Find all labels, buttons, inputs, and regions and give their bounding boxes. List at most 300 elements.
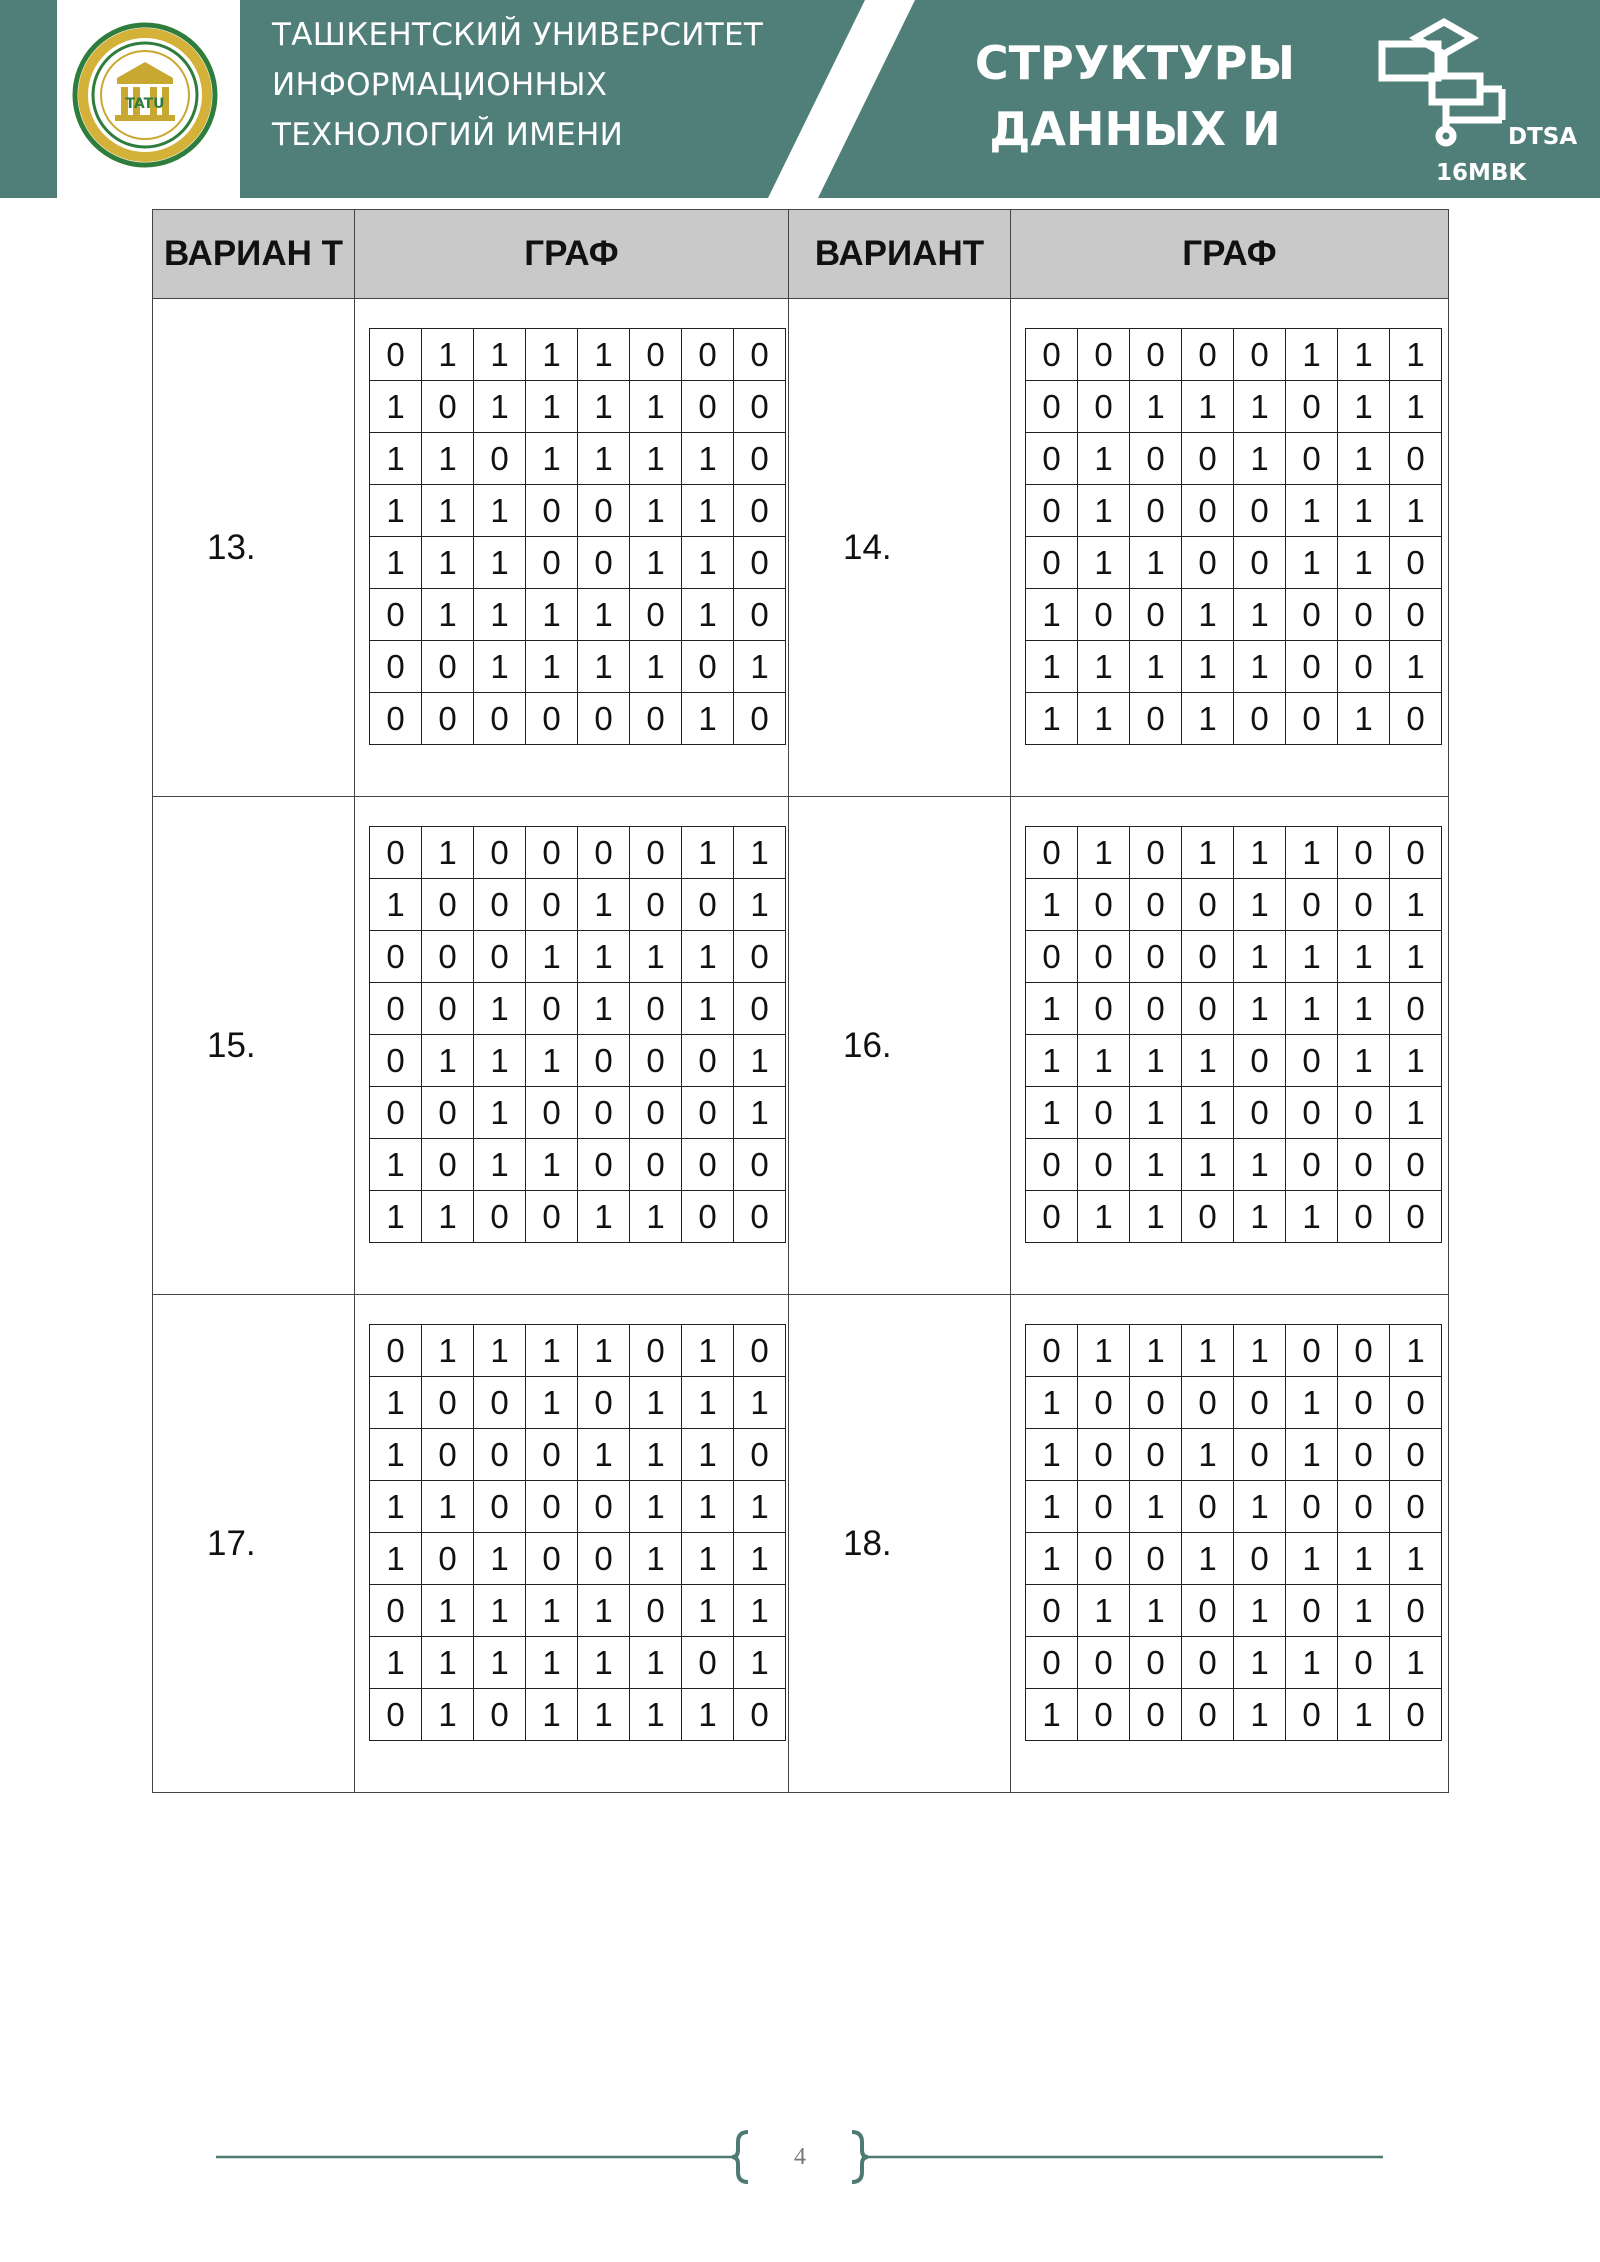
matrix-cell: 1 [422, 329, 474, 381]
matrix-row [370, 827, 786, 879]
adjacency-matrix [1025, 328, 1442, 745]
matrix-cell: 0 [474, 1689, 526, 1741]
matrix-cell: 1 [1078, 1035, 1130, 1087]
matrix-cell: 0 [474, 1481, 526, 1533]
matrix-cell: 0 [422, 983, 474, 1035]
matrix-cell: 1 [578, 641, 630, 693]
matrix-cell: 1 [682, 1585, 734, 1637]
matrix-cell: 0 [526, 879, 578, 931]
matrix-cell: 1 [1234, 1191, 1286, 1243]
matrix-row [370, 1585, 786, 1637]
matrix-cell: 1 [422, 1325, 474, 1377]
matrix-cell: 1 [1182, 381, 1234, 433]
matrix-cell: 0 [734, 329, 786, 381]
matrix-cell: 1 [1286, 329, 1338, 381]
matrix-cell: 0 [1078, 1689, 1130, 1741]
adjacency-matrix [1025, 826, 1442, 1243]
matrix-row [1026, 931, 1442, 983]
matrix-cell: 0 [1026, 1637, 1078, 1689]
matrix-row [1026, 1533, 1442, 1585]
matrix-row [1026, 1139, 1442, 1191]
matrix-cell: 1 [1286, 485, 1338, 537]
matrix-row [370, 641, 786, 693]
matrix-cell: 0 [578, 1481, 630, 1533]
matrix-cell: 0 [682, 381, 734, 433]
page-footer [0, 2120, 1600, 2200]
matrix-cell: 0 [526, 537, 578, 589]
matrix-row [370, 1689, 786, 1741]
matrix-cell: 0 [1234, 1377, 1286, 1429]
matrix-cell: 1 [1338, 693, 1390, 745]
matrix-cell: 0 [526, 983, 578, 1035]
matrix-cell: 1 [526, 931, 578, 983]
university-name [272, 10, 792, 160]
matrix-cell: 0 [1026, 1191, 1078, 1243]
matrix-cell: 0 [734, 537, 786, 589]
matrix-cell: 1 [1338, 381, 1390, 433]
matrix-cell: 1 [1338, 433, 1390, 485]
matrix-cell: 0 [1286, 1087, 1338, 1139]
matrix-cell: 1 [1026, 1377, 1078, 1429]
matrix-cell: 0 [1234, 485, 1286, 537]
matrix-cell: 1 [1286, 537, 1338, 589]
matrix-cell: 1 [422, 1035, 474, 1087]
matrix-cell: 1 [578, 329, 630, 381]
matrix-cell: 1 [370, 433, 422, 485]
table-header-row [153, 210, 1449, 299]
matrix-cell: 1 [1182, 589, 1234, 641]
matrix-row [1026, 879, 1442, 931]
matrix-cell: 1 [578, 983, 630, 1035]
matrix-cell: 0 [734, 983, 786, 1035]
matrix-row [370, 329, 786, 381]
matrix-cell: 0 [1286, 641, 1338, 693]
matrix-cell: 1 [1026, 641, 1078, 693]
matrix-cell: 0 [1182, 1191, 1234, 1243]
matrix-cell: 1 [630, 1689, 682, 1741]
matrix-cell: 0 [1182, 1585, 1234, 1637]
matrix-cell: 1 [526, 1689, 578, 1741]
matrix-cell: 0 [1182, 931, 1234, 983]
table-row [153, 797, 1449, 1295]
matrix-row [1026, 693, 1442, 745]
page-number: 4 [794, 2144, 806, 2170]
matrix-cell: 1 [526, 1325, 578, 1377]
matrix-cell: 1 [630, 381, 682, 433]
matrix-cell: 1 [682, 931, 734, 983]
matrix-cell: 0 [1234, 537, 1286, 589]
matrix-row [1026, 827, 1442, 879]
matrix-cell: 0 [1338, 1637, 1390, 1689]
matrix-cell: 0 [1390, 1429, 1442, 1481]
matrix-cell: 1 [734, 1533, 786, 1585]
matrix-cell: 1 [474, 1035, 526, 1087]
matrix-cell: 0 [1078, 329, 1130, 381]
matrix-cell: 0 [370, 931, 422, 983]
matrix-cell: 0 [370, 641, 422, 693]
matrix-cell: 1 [630, 641, 682, 693]
matrix-cell: 0 [526, 485, 578, 537]
matrix-cell: 0 [1286, 1139, 1338, 1191]
matrix-cell: 1 [422, 1585, 474, 1637]
matrix-cell: 0 [1338, 1139, 1390, 1191]
matrix-cell: 0 [1234, 1087, 1286, 1139]
matrix-row [1026, 1429, 1442, 1481]
matrix-cell: 0 [370, 1035, 422, 1087]
matrix-cell: 1 [630, 433, 682, 485]
matrix-cell: 0 [1390, 1481, 1442, 1533]
matrix-cell: 0 [370, 827, 422, 879]
matrix-row [1026, 983, 1442, 1035]
matrix-cell: 0 [1286, 693, 1338, 745]
course-code-a: DTSA [1508, 124, 1578, 150]
variant-number-right: 16. [789, 797, 1011, 1295]
matrix-cell: 0 [474, 1429, 526, 1481]
variant-number-right: 18. [789, 1295, 1011, 1793]
matrix-cell: 0 [1182, 1637, 1234, 1689]
matrix-cell: 1 [1338, 537, 1390, 589]
matrix-cell: 0 [1026, 827, 1078, 879]
matrix-cell: 1 [682, 693, 734, 745]
matrix-cell: 0 [526, 827, 578, 879]
table-row [153, 1295, 1449, 1793]
matrix-cell: 1 [474, 983, 526, 1035]
matrix-cell: 0 [526, 1481, 578, 1533]
matrix-cell: 0 [682, 641, 734, 693]
matrix-cell: 0 [734, 1429, 786, 1481]
matrix-cell: 0 [1338, 1087, 1390, 1139]
matrix-cell: 1 [578, 1689, 630, 1741]
matrix-cell: 1 [370, 381, 422, 433]
variants-table [152, 209, 1449, 1793]
matrix-cell: 0 [422, 1533, 474, 1585]
matrix-cell: 1 [1182, 1087, 1234, 1139]
matrix-cell: 1 [1338, 1585, 1390, 1637]
matrix-cell: 0 [474, 693, 526, 745]
matrix-cell: 0 [1182, 537, 1234, 589]
matrix-row [370, 1429, 786, 1481]
matrix-cell: 0 [1026, 537, 1078, 589]
matrix-cell: 0 [1286, 1481, 1338, 1533]
matrix-cell: 0 [1390, 433, 1442, 485]
matrix-cell: 0 [1338, 1325, 1390, 1377]
matrix-cell: 1 [370, 1481, 422, 1533]
matrix-row [1026, 1481, 1442, 1533]
matrix-cell: 1 [1338, 485, 1390, 537]
matrix-cell: 0 [1286, 1689, 1338, 1741]
matrix-cell: 1 [526, 329, 578, 381]
matrix-cell: 0 [370, 1689, 422, 1741]
matrix-cell: 0 [370, 1325, 422, 1377]
matrix-cell: 0 [1286, 1325, 1338, 1377]
matrix-cell: 0 [1182, 1689, 1234, 1741]
matrix-cell: 1 [422, 1481, 474, 1533]
matrix-cell: 0 [1130, 827, 1182, 879]
matrix-cell: 0 [526, 1429, 578, 1481]
matrix-cell: 0 [1130, 983, 1182, 1035]
matrix-row [370, 1087, 786, 1139]
variant-number-left: 15. [153, 797, 355, 1295]
matrix-cell: 1 [1234, 381, 1286, 433]
matrix-cell: 1 [682, 827, 734, 879]
matrix-row [370, 433, 786, 485]
matrix-cell: 1 [1234, 1325, 1286, 1377]
matrix-cell: 1 [630, 1429, 682, 1481]
matrix-cell: 1 [682, 1377, 734, 1429]
matrix-cell: 0 [1026, 931, 1078, 983]
matrix-cell: 0 [370, 983, 422, 1035]
matrix-cell: 0 [1234, 329, 1286, 381]
matrix-cell: 1 [474, 537, 526, 589]
matrix-cell: 0 [1182, 329, 1234, 381]
matrix-cell: 0 [474, 827, 526, 879]
matrix-cell: 1 [1130, 641, 1182, 693]
matrix-cell: 0 [1182, 1377, 1234, 1429]
matrix-cell: 1 [1130, 1191, 1182, 1243]
header-band [0, 0, 1600, 198]
matrix-cell: 1 [1026, 589, 1078, 641]
matrix-cell: 1 [578, 381, 630, 433]
matrix-cell: 0 [630, 589, 682, 641]
matrix-cell: 1 [1130, 537, 1182, 589]
matrix-cell: 1 [1390, 381, 1442, 433]
matrix-cell: 0 [1130, 1689, 1182, 1741]
matrix-cell: 0 [1078, 1637, 1130, 1689]
matrix-cell: 0 [1390, 827, 1442, 879]
matrix-cell: 0 [1130, 589, 1182, 641]
matrix-cell: 1 [370, 1533, 422, 1585]
matrix-cell: 1 [1026, 1087, 1078, 1139]
matrix-cell: 0 [526, 1191, 578, 1243]
matrix-cell: 1 [1390, 1325, 1442, 1377]
matrix-row [370, 693, 786, 745]
matrix-cell: 1 [734, 1481, 786, 1533]
matrix-cell: 0 [1286, 589, 1338, 641]
matrix-cell: 1 [630, 537, 682, 589]
matrix-cell: 0 [474, 879, 526, 931]
matrix-cell: 0 [1338, 827, 1390, 879]
matrix-cell: 0 [1338, 589, 1390, 641]
matrix-cell: 0 [1130, 1377, 1182, 1429]
matrix-cell: 0 [1078, 1377, 1130, 1429]
matrix-row [370, 485, 786, 537]
matrix-cell: 1 [370, 879, 422, 931]
graph-cell-right [1011, 299, 1449, 797]
matrix-cell: 1 [370, 1191, 422, 1243]
matrix-cell: 0 [630, 983, 682, 1035]
matrix-cell: 1 [422, 537, 474, 589]
matrix-cell: 1 [734, 1637, 786, 1689]
adjacency-matrix [369, 826, 786, 1243]
matrix-cell: 0 [422, 1377, 474, 1429]
matrix-cell: 0 [734, 1325, 786, 1377]
matrix-cell: 1 [578, 1637, 630, 1689]
matrix-row [1026, 1637, 1442, 1689]
matrix-row [370, 1191, 786, 1243]
matrix-cell: 0 [1286, 1585, 1338, 1637]
matrix-cell: 0 [1182, 879, 1234, 931]
matrix-cell: 0 [1078, 1087, 1130, 1139]
variant-number-left: 17. [153, 1295, 355, 1793]
matrix-row [1026, 641, 1442, 693]
graph-cell-left [355, 797, 789, 1295]
matrix-cell: 1 [734, 641, 786, 693]
matrix-cell: 0 [682, 1191, 734, 1243]
matrix-cell: 0 [1078, 1533, 1130, 1585]
matrix-cell: 0 [578, 537, 630, 589]
matrix-row [1026, 329, 1442, 381]
adjacency-matrix [369, 1324, 786, 1741]
course-code-b: 16MBK [1436, 160, 1527, 186]
matrix-row [370, 1139, 786, 1191]
matrix-cell: 0 [370, 1087, 422, 1139]
matrix-cell: 1 [578, 1191, 630, 1243]
matrix-cell: 1 [630, 1533, 682, 1585]
matrix-cell: 1 [526, 1377, 578, 1429]
matrix-row [370, 1481, 786, 1533]
matrix-cell: 1 [1390, 329, 1442, 381]
matrix-cell: 1 [1234, 1139, 1286, 1191]
matrix-cell: 1 [1234, 1481, 1286, 1533]
matrix-cell: 1 [1078, 693, 1130, 745]
matrix-cell: 1 [734, 1087, 786, 1139]
course-title [960, 30, 1310, 162]
matrix-cell: 0 [1390, 693, 1442, 745]
matrix-cell: 1 [1234, 1585, 1286, 1637]
matrix-cell: 0 [1026, 1139, 1078, 1191]
matrix-cell: 0 [630, 879, 682, 931]
matrix-cell: 1 [1182, 1533, 1234, 1585]
matrix-cell: 1 [1234, 1637, 1286, 1689]
matrix-cell: 0 [422, 1429, 474, 1481]
matrix-cell: 0 [1234, 1533, 1286, 1585]
matrix-cell: 1 [578, 879, 630, 931]
matrix-cell: 0 [1234, 693, 1286, 745]
matrix-cell: 1 [1182, 1429, 1234, 1481]
matrix-cell: 0 [578, 827, 630, 879]
matrix-cell: 1 [1390, 1035, 1442, 1087]
matrix-cell: 0 [370, 589, 422, 641]
matrix-cell: 1 [1390, 1087, 1442, 1139]
matrix-cell: 0 [1390, 1191, 1442, 1243]
matrix-cell: 1 [1390, 879, 1442, 931]
matrix-cell: 1 [1390, 1637, 1442, 1689]
matrix-cell: 1 [1286, 1191, 1338, 1243]
matrix-cell: 1 [1234, 879, 1286, 931]
matrix-cell: 1 [474, 1087, 526, 1139]
matrix-cell: 1 [1286, 1429, 1338, 1481]
matrix-cell: 1 [1286, 827, 1338, 879]
matrix-row [1026, 381, 1442, 433]
matrix-cell: 1 [474, 589, 526, 641]
header-variant-left: ВАРИАН Т [153, 210, 355, 299]
university-name-line-1: ТАШКЕНТСКИЙ УНИВЕРСИТЕТ [272, 17, 764, 53]
matrix-cell: 1 [1182, 693, 1234, 745]
matrix-row [1026, 1035, 1442, 1087]
matrix-cell: 1 [630, 1481, 682, 1533]
matrix-cell: 0 [1130, 693, 1182, 745]
matrix-cell: 0 [630, 827, 682, 879]
matrix-cell: 1 [474, 1585, 526, 1637]
matrix-cell: 0 [734, 589, 786, 641]
matrix-cell: 0 [1026, 381, 1078, 433]
matrix-cell: 0 [1338, 1481, 1390, 1533]
matrix-cell: 0 [370, 329, 422, 381]
matrix-cell: 1 [1390, 1533, 1442, 1585]
matrix-cell: 1 [1026, 1533, 1078, 1585]
matrix-cell: 1 [1130, 1481, 1182, 1533]
matrix-cell: 1 [1234, 589, 1286, 641]
matrix-cell: 0 [422, 1087, 474, 1139]
matrix-cell: 1 [1078, 827, 1130, 879]
matrix-row [370, 983, 786, 1035]
matrix-cell: 1 [526, 433, 578, 485]
matrix-cell: 0 [1338, 879, 1390, 931]
matrix-cell: 1 [422, 1637, 474, 1689]
matrix-cell: 0 [1286, 433, 1338, 485]
matrix-cell: 0 [1286, 381, 1338, 433]
matrix-cell: 1 [526, 381, 578, 433]
matrix-cell: 0 [526, 1087, 578, 1139]
matrix-cell: 1 [1078, 641, 1130, 693]
matrix-cell: 0 [370, 1585, 422, 1637]
matrix-cell: 1 [1078, 485, 1130, 537]
matrix-cell: 1 [1078, 537, 1130, 589]
matrix-cell: 0 [578, 1139, 630, 1191]
matrix-cell: 0 [578, 1533, 630, 1585]
matrix-cell: 1 [682, 1533, 734, 1585]
matrix-cell: 1 [422, 433, 474, 485]
matrix-cell: 0 [630, 1087, 682, 1139]
matrix-cell: 0 [578, 1035, 630, 1087]
matrix-cell: 1 [1026, 1429, 1078, 1481]
matrix-cell: 1 [1078, 1325, 1130, 1377]
flowchart-icon [1372, 16, 1522, 148]
matrix-cell: 0 [1390, 1139, 1442, 1191]
matrix-cell: 1 [1182, 1325, 1234, 1377]
matrix-cell: 1 [1130, 1087, 1182, 1139]
matrix-cell: 1 [474, 381, 526, 433]
matrix-row [370, 931, 786, 983]
matrix-cell: 0 [1286, 1035, 1338, 1087]
matrix-cell: 0 [1078, 1139, 1130, 1191]
matrix-cell: 0 [1026, 485, 1078, 537]
matrix-cell: 0 [734, 693, 786, 745]
course-title-line-1: СТРУКТУРЫ [974, 36, 1296, 90]
matrix-cell: 1 [1338, 1689, 1390, 1741]
matrix-cell: 0 [734, 485, 786, 537]
matrix-cell: 1 [1234, 983, 1286, 1035]
matrix-cell: 1 [1026, 983, 1078, 1035]
adjacency-matrix [1025, 1324, 1442, 1741]
matrix-cell: 0 [734, 433, 786, 485]
matrix-cell: 0 [422, 381, 474, 433]
matrix-cell: 0 [1234, 1429, 1286, 1481]
matrix-row [1026, 485, 1442, 537]
matrix-cell: 1 [370, 1429, 422, 1481]
matrix-cell: 1 [630, 1377, 682, 1429]
matrix-cell: 0 [578, 693, 630, 745]
header-graph-left: ГРАФ [355, 210, 789, 299]
matrix-cell: 1 [370, 1637, 422, 1689]
matrix-cell: 0 [1130, 1637, 1182, 1689]
matrix-cell: 0 [1338, 1377, 1390, 1429]
matrix-row [1026, 537, 1442, 589]
matrix-cell: 0 [1390, 1689, 1442, 1741]
matrix-cell: 0 [1026, 329, 1078, 381]
graph-cell-left [355, 1295, 789, 1793]
matrix-cell: 1 [474, 1139, 526, 1191]
